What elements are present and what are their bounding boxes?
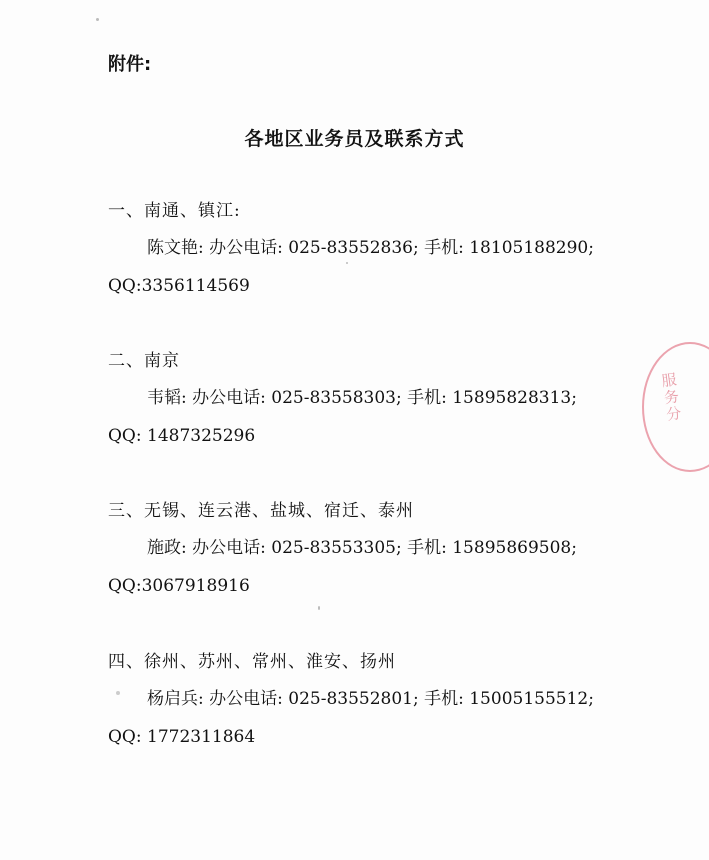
attachment-label: 附件: [108, 54, 152, 75]
region-section-3 [108, 500, 628, 597]
stamp-text: 服务分 [660, 370, 683, 425]
contact-line: 施政: 办公电话: 025-83553305; 手机: 15895869508; [147, 538, 577, 558]
region-heading: 四、徐州、苏州、常州、淮安、扬州 [108, 652, 396, 672]
document-title: 各地区业务员及联系方式 [244, 128, 465, 150]
qq-line: QQ:3067918916 [108, 576, 250, 596]
contact-line: 韦韬: 办公电话: 025-83558303; 手机: 15895828313; [147, 388, 577, 408]
scan-speck [346, 262, 348, 264]
qq-line: QQ: 1772311864 [108, 727, 256, 747]
qq-line: QQ:3356114569 [108, 276, 250, 296]
region-heading: 二、南京 [108, 351, 180, 371]
scan-speck [116, 691, 120, 695]
scan-speck [318, 606, 320, 610]
region-section-2 [108, 350, 628, 447]
qq-line: QQ: 1487325296 [108, 426, 256, 446]
scan-speck [96, 18, 99, 21]
contact-line: 陈文艳: 办公电话: 025-83552836; 手机: 18105188290; [147, 238, 594, 258]
region-heading: 一、南通、镇江: [108, 201, 241, 221]
region-section-1 [108, 200, 628, 297]
contact-line: 杨启兵: 办公电话: 025-83552801; 手机: 15005155512; [147, 689, 594, 709]
region-heading: 三、无锡、连云港、盐城、宿迁、泰州 [108, 501, 414, 521]
region-section-4 [108, 651, 628, 748]
